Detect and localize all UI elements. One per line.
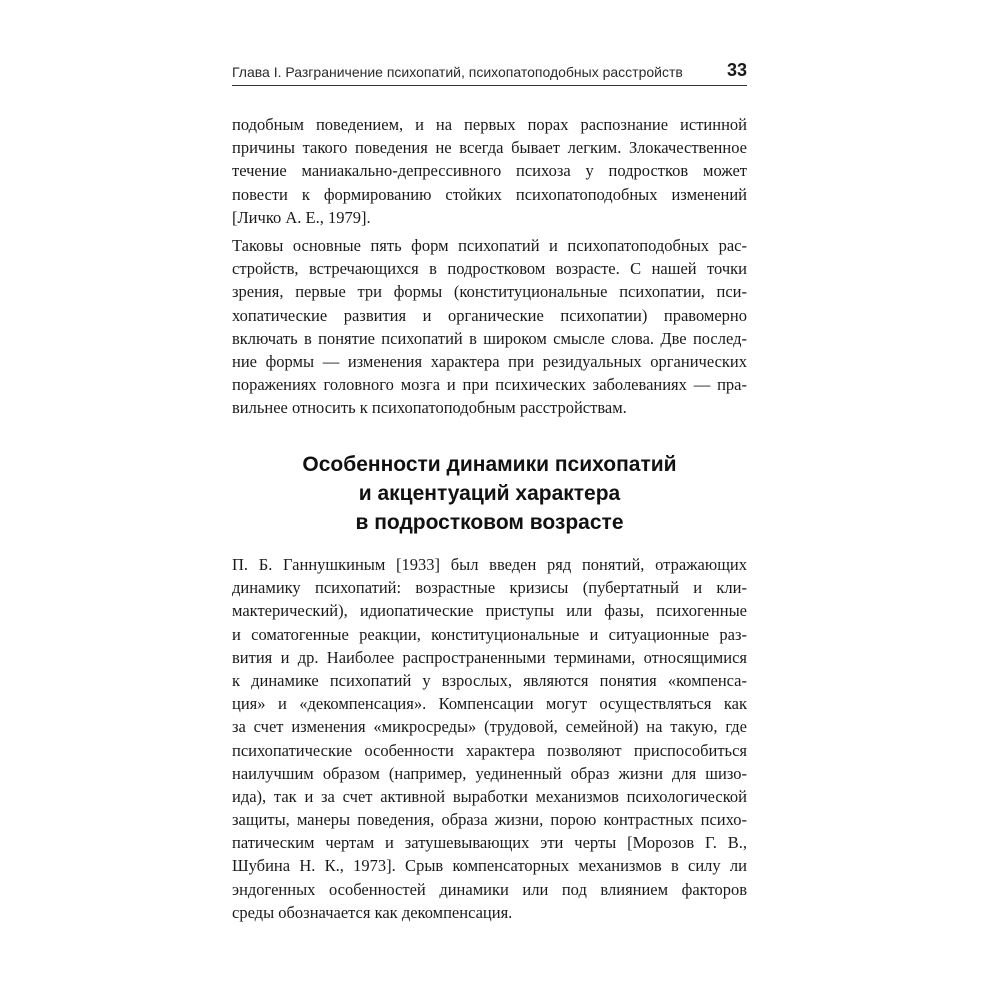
section-heading-line: Особенности динамики психопатий — [302, 453, 677, 476]
text-line: причины такого поведения не всегда бывает легким. Злокачественное — [232, 138, 747, 158]
paragraph-2 — [232, 234, 747, 420]
text-line: подобным поведением, и на первых порах распознание истинной — [232, 115, 747, 134]
page-header — [232, 60, 747, 86]
text-line: ция» и «декомпенсация». Компенсации могут осуществляться как — [232, 694, 747, 714]
text-line: мактерический), идиопатические приступы или фазы, психогенные — [232, 601, 747, 621]
text-line: за счет изменения «микросреды» (трудовой, семейной) на такую, где — [232, 717, 747, 737]
text-line: Шубина Н. К., 1973]. Срыв компенсаторных механизмов в силу ли — [232, 856, 747, 876]
text-line: динамику психопатий: возрастные кризисы (пубертатный и кли- — [232, 578, 747, 598]
text-line: и соматогенные реакции, конституциональные и ситуационные раз- — [232, 624, 747, 644]
text-line: к динамике психопатий у взрослых, являются понятия «компенса- — [232, 670, 747, 690]
running-head: Глава I. Разграничение психопатий, психопатоподобных расстройств — [232, 64, 683, 80]
section-heading-line: в подростковом возрасте — [355, 511, 624, 534]
text-line: П. Б. Ганнушкиным [1933] был введен ряд понятий, отражающих — [232, 555, 747, 574]
header-rule — [232, 85, 747, 86]
section-heading — [232, 450, 747, 537]
text-line: ида), так и за счет активной выработки механизмов психологической — [232, 786, 747, 806]
paragraph-3 — [232, 553, 747, 924]
text-line: повести к формированию стойких психопатоподобных изменений — [232, 184, 747, 204]
text-line: защиты, манеры поведения, образа жизни, порою контрастных психо- — [232, 810, 747, 830]
text-line: психопатические особенности характера позволяют приспособиться — [232, 740, 747, 760]
text-line: патическим чертам и затушевывающих эти черты [Морозов Г. В., — [232, 833, 747, 853]
text-line: среды обозначается как декомпенсация. — [232, 902, 513, 922]
page-number: 33 — [726, 60, 747, 80]
text-line: вития и др. Наиболее распространенными терминами, относящимися — [232, 647, 747, 667]
text-line: [Личко А. Е., 1979]. — [232, 207, 371, 227]
paragraph-1 — [232, 113, 747, 229]
text-line: хопатические развития и органические психопатии) правомерно — [232, 305, 747, 325]
text-line: включать в понятие психопатий в широком смысле слова. Две послед- — [232, 328, 747, 348]
text-line: течение маниакально-депрессивного психоза у подростков может — [232, 161, 747, 181]
text-line: вильнее относить к психопатоподобным расстройствам. — [232, 398, 627, 418]
text-line: наилучшим образом (например, уединенный образ жизни для шизо- — [232, 763, 747, 783]
text-line: ние формы — изменения характера при резидуальных органических — [232, 351, 747, 371]
text-line: стройств, встречающихся в подростковом возрасте. С нашей точки — [232, 259, 747, 279]
text-line: эндогенных особенностей динамики или под влиянием факторов — [232, 879, 747, 899]
text-line: Таковы основные пять форм психопатий и психопатоподобных рас- — [232, 236, 747, 255]
text-line: зрения, первые три формы (конституциональные психопатии, пси- — [232, 282, 747, 302]
text-line: поражениях головного мозга и при психических заболеваниях — пра- — [232, 375, 747, 395]
section-heading-line: и акцентуаций характера — [358, 482, 621, 505]
